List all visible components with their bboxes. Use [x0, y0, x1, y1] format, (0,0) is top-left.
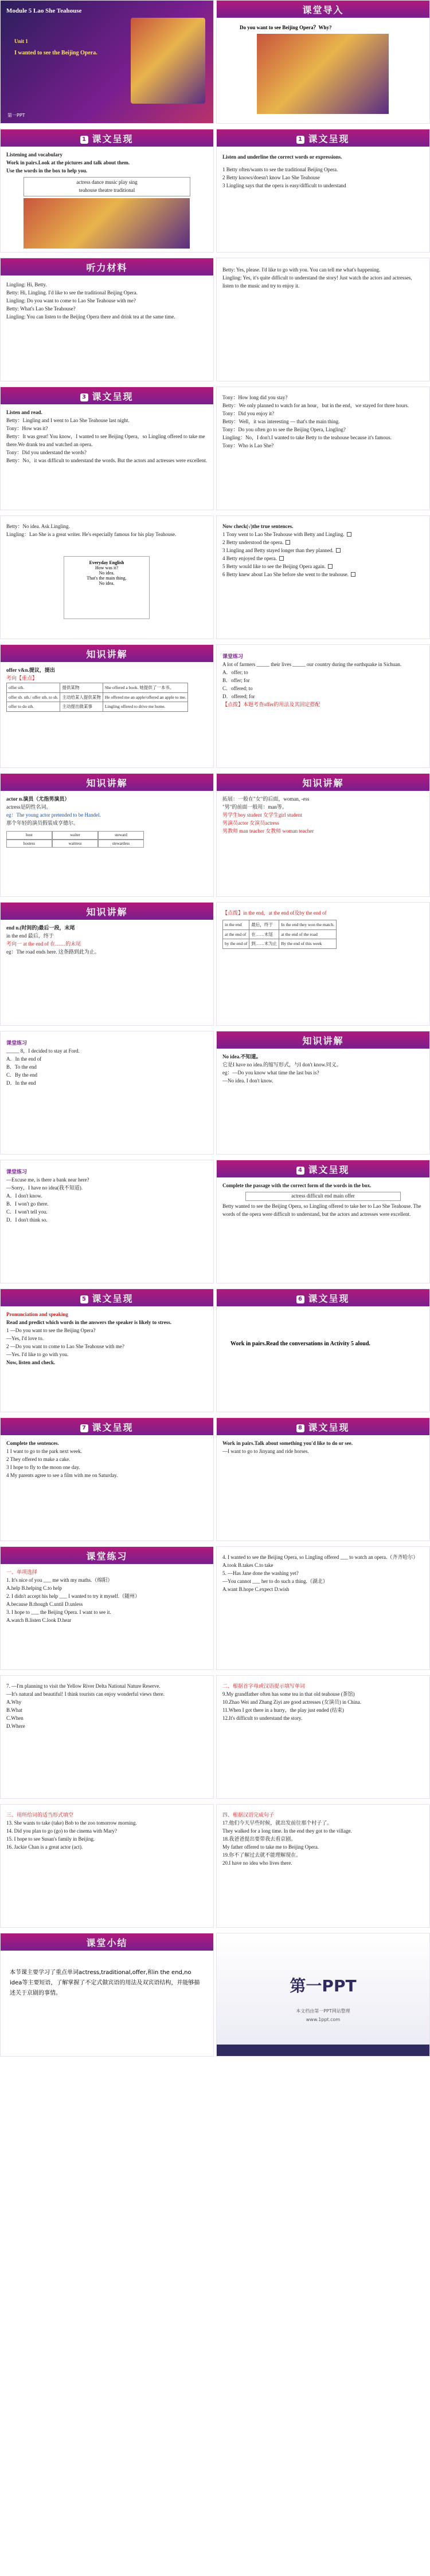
exercise-label: 课堂练习	[6, 1169, 28, 1175]
script-line: Betty: Yes, please. I'd like to go with you. You can tell me what's happening.	[222, 267, 381, 273]
exercise-label: 课堂练习	[222, 653, 244, 659]
section-title: 一、单项选择	[6, 1569, 38, 1575]
option-b[interactable]: B．To the end	[6, 1064, 37, 1070]
slide-header: 知识讲解	[1, 774, 213, 791]
script-line: Betty: What's Lao She Teahouse?	[6, 305, 76, 312]
q: 20.I have no idea who lives there.	[222, 1860, 292, 1866]
option-a[interactable]: A．offer; to	[222, 669, 248, 675]
actor-eg: eg：The young actor pretended to be Handel.	[6, 812, 101, 818]
noidea-t2: 它是I have no idea.的缩写形式，与I don't know.同义。	[222, 1061, 342, 1068]
sent-item: 1 I want to go to the park next week.	[6, 1448, 82, 1454]
pron-a1: —Yes, I'd love to.	[6, 1335, 44, 1341]
intro-question: Do you want to see Beijing Opera？Why?	[240, 25, 332, 30]
option-d[interactable]: D．offered; for	[222, 693, 255, 699]
noidea-eg: eg：—Do you know what time the last bus is?	[222, 1069, 319, 1076]
dialogue-line: Tony：Did you enjoy it?	[222, 410, 275, 416]
complete-instr: Complete the passage with the correct form of the words in the box.	[222, 1183, 372, 1188]
dialogue-line: Listen and read.	[6, 409, 42, 415]
script-line: Lingling: Do you want to come to Lao She Teahouse with me?	[6, 297, 136, 304]
checkbox[interactable]	[328, 564, 333, 569]
slide-header: 课堂练习	[1, 1547, 213, 1564]
pictures	[24, 198, 190, 249]
q: 15. I hope to see Susan's family in Beijing.	[6, 1836, 95, 1842]
slide-listen	[216, 129, 430, 253]
slide-logo	[216, 1933, 430, 2057]
passage: Betty wanted to see the Beijing Opera, so Lingling offered to take her to Lao She Teahouse. The words of the opera were difficult to understand, but the actors and actresses were excellent.	[222, 1203, 421, 1217]
option-b[interactable]: B．I won't go there.	[6, 1200, 49, 1207]
slide-talk	[216, 1417, 430, 1541]
slide-pron	[0, 1289, 214, 1412]
footer-line-2[interactable]: www.1ppt.com	[306, 2017, 341, 2022]
opts[interactable]: A.watch B.listen C.look D.hear	[6, 1617, 72, 1623]
slide-header: 1 课文呈现	[217, 129, 429, 147]
noidea-t1: No idea.不知道。	[222, 1054, 261, 1059]
option-a[interactable]: A.Why	[6, 1699, 22, 1705]
slide-end	[0, 902, 214, 1026]
section-title: 二、根据首字母或汉语提示填写单词	[222, 1683, 306, 1689]
suffix-table: host waiter steward hostess waitress stewardess	[6, 831, 144, 848]
slide-practice-6	[216, 1804, 430, 1928]
end-table: in the end 最后，终于 In the end they won the match. at the end of 在……末尾 at the end of the road by the end of 到……末为止 By the end of this week	[222, 920, 337, 949]
pron-l2: Read and predict which words in the answers the speaker is likely to stress.	[6, 1319, 172, 1325]
slide-practice-1	[0, 1546, 214, 1670]
q: 18.我爸爸提出要带我去看京剧。	[222, 1836, 296, 1842]
unit-subtitle: I wanted to see the Beijing Opera.	[14, 50, 97, 56]
exercise-question-2: —Sorry，I have no idea(我不知道).	[6, 1184, 83, 1191]
option-b[interactable]: B.What	[6, 1707, 22, 1713]
pairs-instr: Work in pairs.Read the conversations in Activity 5 aloud.	[230, 1341, 370, 1347]
option-c[interactable]: C.When	[6, 1715, 24, 1721]
q: 13. She wants to take (take) Bob to the zoo tomorrow morning.	[6, 1819, 137, 1826]
slide-offer	[0, 644, 214, 768]
dialogue-line: Tony：How long did you stay?	[222, 395, 288, 400]
checkbox[interactable]	[347, 532, 351, 537]
section-title: 四、根据汉语完成句子	[222, 1812, 275, 1818]
slide-complete	[216, 1160, 430, 1283]
dialogue-line: Betty：No idea. Ask Lingling.	[6, 523, 70, 529]
section-title: 三、用所给词的适当形式填空	[6, 1812, 74, 1818]
slide-pairs	[216, 1289, 430, 1412]
check-item: 5 Betty would like to see the Beijing Opera again.	[222, 563, 424, 571]
slide-title	[0, 0, 214, 124]
slide-end-2	[216, 902, 430, 1026]
option-c[interactable]: C．I won't tell you.	[6, 1208, 48, 1215]
option-a[interactable]: A．I don't know.	[6, 1192, 42, 1199]
end-t3: 考向一 at the end of 在……的末尾	[6, 940, 81, 947]
check-item: 2 Betty understood the opera.	[222, 539, 424, 547]
q: 5. —Has Jane done the washing yet?	[222, 1570, 299, 1576]
checkbox[interactable]	[279, 556, 284, 561]
dialogue-line: Lingling：Lao She is a great writer. He's especially famous for his play Teahouse.	[6, 531, 177, 537]
noidea-eg2: —No idea. I don't know.	[222, 1077, 273, 1084]
footer-line-1: 本文档由第一PPT网站整理	[296, 2008, 350, 2014]
exercise-question: A lot of farmers _____ their lives _____ our country during the earthquake in Sichuan.	[222, 661, 402, 667]
vocab-instr-1: Work in pairs.Look at the pictures and talk about them.	[6, 159, 130, 166]
sent-item: 4 My parents agree to see a film with me on Saturday.	[6, 1472, 118, 1478]
dialogue-line: Tony：How was it?	[6, 425, 48, 431]
offer-table: offer sth. 提供某物 She offered a book. 她提供了一本书。 offer sb. sth./ offer sth. to sb. 主动给某人提供某物 He offered me an apple/offered an apple to me. offer to do sth. 主动提出做某事 Lingling offered to drive me home.	[6, 683, 188, 712]
dialogue-line: Betty：Well，it was interesting — that's the main thing.	[222, 418, 340, 424]
offer-tag: 考向【重点】	[6, 675, 38, 681]
opts[interactable]: A.want B.hope C.expect D.wish	[222, 1586, 290, 1592]
sent-item: 2 They offered to make a cake.	[6, 1456, 71, 1462]
sent-item: 3 I hope to fly to the moon one day.	[6, 1464, 80, 1470]
theatre-image	[131, 18, 205, 104]
slide-dialogue-2	[216, 387, 430, 510]
listen-item-3: 3 Lingling says that the opera is easy/difficult to understand	[222, 182, 346, 188]
checkbox[interactable]	[286, 540, 290, 545]
dialogue-line: Betty：Lingling and I went to Lao She Teahouse last night.	[6, 417, 130, 423]
actor-exp: actress是阴性名词。	[6, 803, 52, 810]
check-item: 4 Betty enjoyed the opera.	[222, 555, 424, 563]
q: 19.你不了解过去就不能理解现在。	[222, 1852, 302, 1858]
pron-a2: —Yes. I'd like to go with you.	[6, 1351, 69, 1357]
q: 1. It's nice of you ___ me with my maths.（绵阳）	[6, 1577, 113, 1583]
pron-q2: 2 —Do you want to come to Lao She Teahouse with me?	[6, 1343, 124, 1349]
check-instr: Now check(√)the true sentences.	[222, 523, 294, 529]
pair-1: 男学生boy student 女学生girl student	[222, 812, 302, 818]
slide-actor	[0, 773, 214, 897]
q: 14. Did you plan to go (go) to the cinema with Mary?	[6, 1827, 117, 1834]
vocab-instr-2: Use the words in the box to help you.	[6, 167, 88, 174]
dialogue-line: Tony：Did you understand the words?	[6, 449, 87, 455]
q: 7. —I'm planning to visit the Yellow River Delta National Nature Reserve.	[6, 1683, 161, 1689]
option-c[interactable]: C．offered; to	[222, 685, 253, 691]
pair-3: 男教师 man teacher 女教师 woman teacher	[222, 828, 314, 834]
exercise-label: 课堂练习	[6, 1040, 28, 1046]
footer-bar	[217, 2045, 429, 2056]
actor-eg-cn: 那个年轻的演员假装成亨德尔。	[6, 820, 79, 826]
everyday-english-box: Everyday English How was it? No idea. That's the main thing. No idea.	[64, 556, 150, 619]
pron-l3: Now, listen and check.	[6, 1359, 56, 1365]
q: 17.他们今天早些时候，就出发前往那个村子了。	[222, 1819, 333, 1826]
slide-practice-4	[216, 1675, 430, 1799]
script-line: Lingling: Hi, Betty.	[6, 282, 47, 287]
pair-2: 男演员actor 女演员actress	[222, 820, 279, 826]
actor-word: actor n.演员（尤指男演员）	[6, 796, 70, 802]
summary-text: 本节课主要学习了重点单词actress,traditional,offer,和in the end,no idea等主要短语，了解掌握了不定式做宾语的用法及双宾语结构，并能够描述关于京剧的事情。	[10, 1970, 200, 1996]
checkbox[interactable]	[336, 548, 341, 553]
end-eg: eg：The road ends here. 这条路到此为止。	[6, 948, 100, 955]
module-title: Module 5 Lao She Teahouse	[6, 7, 82, 14]
exercise-question: —Excuse me, is there a bank near here?	[6, 1176, 89, 1183]
q: —It's natural and beautiful! I think tourists can enjoy wonderful views there.	[6, 1691, 165, 1697]
slide-header: 知识讲解	[217, 1031, 429, 1049]
option-d[interactable]: D.Where	[6, 1723, 25, 1729]
slide-header: 知识讲解	[1, 903, 213, 920]
exercise-question: _____ 8，I decided to stay at Ford.	[6, 1047, 80, 1054]
slide-header: 4 课文呈现	[217, 1160, 429, 1177]
slide-header: 课堂小结	[1, 1933, 213, 1951]
dialogue-line: Betty：We only planned to watch for an hour，but in the end，we stayed for three hours.	[222, 402, 409, 408]
slide-header: 1 课文呈现	[1, 129, 213, 147]
opts[interactable]: A.help B.helping C.to help	[6, 1585, 62, 1591]
slide-header: 8 课文呈现	[217, 1418, 429, 1435]
end-t1: end n.(时间的)最后一段，末尾	[6, 925, 75, 931]
slide-actor-2	[216, 773, 430, 897]
dialogue-line: Tony：Who is Lao She?	[222, 442, 274, 448]
talk-eg: —I want to go to Jinyang and ride horses.	[222, 1448, 309, 1454]
slide-script-2	[216, 258, 430, 381]
word-box: actress dance music play sing teahouse theatre traditional	[24, 177, 190, 196]
slide-exercise-noidea	[0, 1160, 214, 1283]
slide-header: 听力材料	[1, 258, 213, 275]
slide-dialogue-3	[0, 515, 214, 639]
slide-exercise-offer	[216, 644, 430, 768]
option-a[interactable]: A．In the end of	[6, 1055, 42, 1062]
site-logo: 第一PPT	[7, 113, 25, 118]
talk-instr: Work in pairs.Talk about something you'd like to do or see.	[222, 1440, 353, 1446]
dialogue-line: Tony：Do you often go to see the Beijing Opera, Lingling?	[222, 426, 346, 432]
q: 2. I didn't accept his help ___ I wanted to try it myself.（随州）	[6, 1593, 140, 1599]
exercise-note: 【点拨】本题考查offer的用法及其固定搭配	[222, 701, 320, 707]
q: 11.When I got there in a hurry，the play just ended (结束)	[222, 1707, 344, 1713]
slide-header: 知识讲解	[1, 645, 213, 662]
slide-header: 3 课文呈现	[1, 387, 213, 404]
slide-vocab	[0, 129, 214, 253]
listen-item-2: 2 Betty knows/doesn't know Lao She Teahouse	[222, 174, 320, 180]
q: 16. Jackie Chan is a great actor (act).	[6, 1844, 83, 1850]
vocab-heading: Listening and vocabulary	[6, 152, 63, 157]
slide-header: 知识讲解	[217, 774, 429, 791]
option-c[interactable]: C．By the end	[6, 1072, 37, 1078]
q: —You cannot ___ her to do such a thing.（湖北）	[222, 1578, 328, 1584]
pron-l1: Pronunciation and speaking	[6, 1311, 68, 1317]
script-line: Lingling: You can listen to the Beijing Opera there and drink tea at the same time.	[6, 313, 175, 320]
rule-2: "男"的前面一般用：man等。	[222, 803, 287, 810]
check-item: 1 Tony went to Lao She Teahouse with Betty and Lingling.	[222, 531, 424, 539]
pron-q1: 1 —Do you want to see the Beijing Opera?	[6, 1327, 96, 1333]
check-item: 6 Betty knew about Lao She before she went to the teahouse.	[222, 571, 424, 579]
q: 10.Zhao Wei and Zhang Ziyi are good actresses (女演员) in China.	[222, 1699, 362, 1705]
option-d[interactable]: D．In the end	[6, 1080, 36, 1086]
slide-sentences	[0, 1417, 214, 1541]
slide-noidea	[216, 1031, 430, 1155]
opts[interactable]: A.because B.though C.until D.unless	[6, 1601, 83, 1607]
slide-practice-2	[216, 1546, 430, 1670]
q: My father offered to take me to Beijing Opera.	[222, 1844, 319, 1850]
slide-dialogue	[0, 387, 214, 510]
slide-script	[0, 258, 214, 381]
brand-logo: 第一PPT	[290, 1976, 357, 1995]
word-box: actress difficult end main offer	[245, 1192, 401, 1201]
script-line: Betty: Hi, Lingling. I'd like to see the traditional Beijing Opera.	[6, 289, 138, 296]
slide-practice-3	[0, 1675, 214, 1799]
rule: 拓展：一般在"女"的后面，woman, -ess	[222, 796, 310, 802]
slide-check	[216, 515, 430, 639]
slide-exercise-end	[0, 1031, 214, 1155]
slide-header: 课堂导入	[217, 1, 429, 18]
check-item: 3 Lingling and Betty stayed longer than they planned.	[222, 547, 424, 555]
slide-header: 6 课文呈现	[217, 1289, 429, 1306]
q: 12.It's difficult to understand the story.	[222, 1715, 303, 1721]
script-line: Lingling: Yes, it's quite difficult to understand the story! Just watch the actors and actresses, listen to the music and try to enjoy it.	[222, 274, 412, 289]
offer-phrase: offer v&n.提议，提出	[6, 667, 55, 673]
q: 4. I wanted to see the Beijing Opera, so Lingling offered ___ to watch an opera.（齐齐哈尔）	[222, 1554, 419, 1560]
slide-intro	[216, 0, 430, 124]
q: They walked for a long time. In the end they got to the village.	[222, 1827, 352, 1834]
sent-instr: Complete the sentences.	[6, 1440, 59, 1446]
end-phrase: 【点拨】in the end，at the end of及by the end of	[222, 910, 327, 916]
unit-label: Unit 1	[14, 38, 28, 44]
slide-header: 5 课文呈现	[1, 1289, 213, 1306]
listen-instr: Listen and underline the correct words or expressions.	[222, 154, 342, 160]
opera-image	[257, 34, 389, 114]
slide-summary	[0, 1933, 214, 2057]
dialogue-line: Betty：It was great! You know，I wanted to see Beijing Opera，so Lingling offered to take me there.We drank tea and watched an opera.	[6, 433, 205, 447]
option-d[interactable]: D．I don't think so.	[6, 1216, 48, 1223]
slide-practice-5	[0, 1804, 214, 1928]
end-t2: in the end 最后，终于	[6, 932, 54, 939]
opts[interactable]: A.took B.takes C.to take	[222, 1562, 273, 1568]
option-b[interactable]: B．offer; for	[222, 677, 250, 683]
dialogue-line: Lingling：No，I don't.I wanted to take Betty to the teahouse because it's famous.	[222, 434, 392, 440]
q: 3. I hope to ___ the Beijing Opera. I want to see it.	[6, 1609, 111, 1615]
checkbox[interactable]	[351, 572, 355, 577]
dialogue-line: Betty：No，it was difficult to understand the words. But the actors and actresses were excellent.	[6, 457, 207, 463]
listen-item-1: 1 Betty often/wants to see the traditional Beijing Opera.	[222, 166, 338, 172]
slide-header: 7 课文呈现	[1, 1418, 213, 1435]
q: 9.My grandfather often has some tea in that old teahouse (茶馆)	[222, 1691, 355, 1697]
